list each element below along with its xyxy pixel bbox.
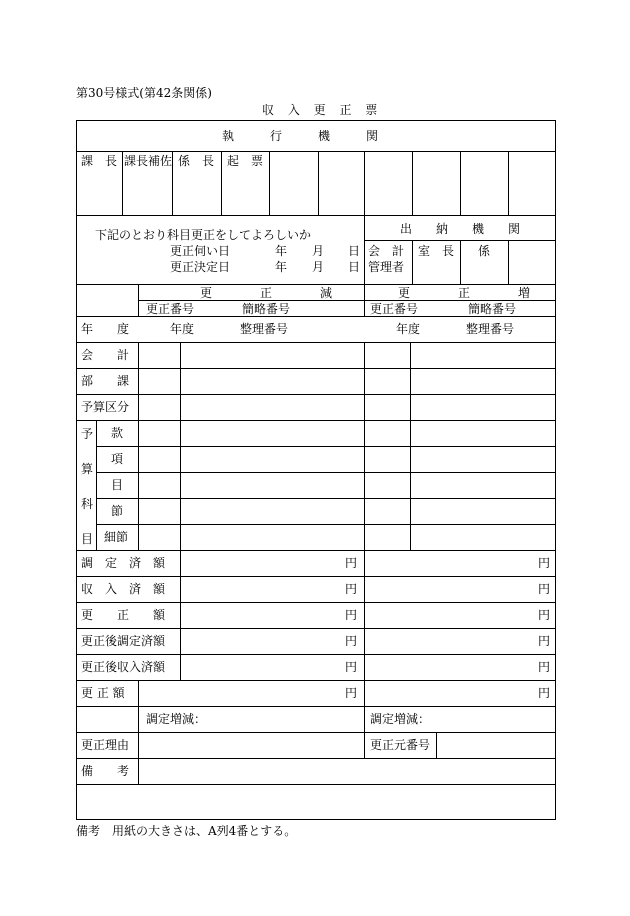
grid-line bbox=[76, 420, 556, 421]
approver-section-chief: 課 長 bbox=[81, 154, 118, 168]
row-moku: 目 bbox=[111, 478, 124, 492]
grid-line bbox=[269, 151, 270, 215]
row-year: 年 度 bbox=[81, 322, 130, 336]
row-accounting: 会 計 bbox=[81, 348, 130, 362]
grid-line bbox=[76, 706, 556, 707]
agency-label: 執 行 機 関 bbox=[222, 129, 379, 143]
grid-line bbox=[96, 498, 556, 499]
decrease-abbrev-no: 簡略番号 bbox=[242, 302, 291, 316]
decision-date-label: 更正決定日 bbox=[170, 260, 231, 274]
grid-line bbox=[96, 446, 556, 447]
row-reason: 更正理由 bbox=[81, 738, 130, 752]
row-budget-category: 予算区分 bbox=[81, 400, 130, 414]
yen-unit: 円 bbox=[538, 686, 551, 700]
decision-month: 月 bbox=[312, 260, 325, 274]
grid-line bbox=[508, 151, 509, 215]
grid-line bbox=[412, 240, 413, 284]
row-assessed: 調 定 済 額 bbox=[81, 556, 166, 570]
decrease-assessment-change: 調定増減： bbox=[146, 712, 207, 726]
increase-header: 更 正 増 bbox=[398, 286, 531, 300]
grid-line bbox=[76, 368, 556, 369]
grid-line bbox=[76, 151, 556, 152]
budget-subject-char-2: 算 bbox=[81, 462, 94, 476]
row-correction: 更 正 額 bbox=[81, 608, 166, 622]
grid-line bbox=[180, 550, 181, 680]
grid-line bbox=[76, 784, 556, 785]
row-correction-total: 更 正 額 bbox=[81, 686, 125, 700]
approver-deputy-chief: 課長補佐 bbox=[124, 154, 173, 168]
footer-note: 備考 用紙の大きさは、A列4番とする。 bbox=[76, 824, 297, 838]
budget-subject-char-4: 目 bbox=[81, 532, 94, 546]
increase-assessment-change: 調定増減： bbox=[370, 712, 431, 726]
row-department: 部 課 bbox=[81, 374, 130, 388]
grid-line bbox=[460, 151, 461, 215]
inquiry-day: 日 bbox=[348, 244, 361, 258]
row-post-received: 更正後収入済額 bbox=[81, 660, 166, 674]
grid-line bbox=[460, 240, 461, 284]
cashier-label: 出 納 機 関 bbox=[400, 222, 521, 236]
grid-line bbox=[76, 284, 556, 285]
form-title: 収 入 更 正 票 bbox=[262, 103, 383, 117]
increase-abbrev-no: 簡略番号 bbox=[468, 302, 517, 316]
approver-subsection-chief: 係 長 bbox=[178, 154, 215, 168]
grid-line bbox=[76, 576, 556, 577]
yen-unit: 円 bbox=[345, 582, 358, 596]
decrease-header: 更 正 減 bbox=[200, 286, 333, 300]
grid-line bbox=[76, 628, 556, 629]
grid-line bbox=[76, 316, 556, 317]
increase-correction-no: 更正番号 bbox=[370, 302, 419, 316]
row-kan: 款 bbox=[111, 426, 124, 440]
row-received: 収 入 済 額 bbox=[81, 582, 166, 596]
decrease-admin-no: 整理番号 bbox=[240, 322, 289, 336]
grid-line bbox=[76, 758, 556, 759]
grid-line bbox=[76, 680, 556, 681]
grid-line bbox=[76, 654, 556, 655]
yen-unit: 円 bbox=[538, 582, 551, 596]
grid-line bbox=[364, 151, 365, 316]
inquiry-year: 年 bbox=[275, 244, 288, 258]
approver-drafter: 起 票 bbox=[227, 154, 264, 168]
row-kou: 項 bbox=[111, 452, 124, 466]
grid-line bbox=[221, 151, 222, 215]
row-post-assessed: 更正後調定済額 bbox=[81, 634, 166, 648]
cashier-clerk: 係 bbox=[478, 244, 491, 258]
grid-line bbox=[138, 680, 139, 784]
yen-unit: 円 bbox=[345, 608, 358, 622]
yen-unit: 円 bbox=[345, 686, 358, 700]
cashier-chief: 室 長 bbox=[418, 244, 455, 258]
inquiry-date-label: 更正伺い日 bbox=[170, 244, 231, 258]
grid-line bbox=[76, 394, 556, 395]
grid-line bbox=[76, 215, 556, 216]
row-remarks: 備 考 bbox=[81, 764, 130, 778]
grid-line bbox=[180, 342, 181, 550]
grid-line bbox=[76, 550, 556, 551]
grid-line bbox=[76, 732, 556, 733]
decision-year: 年 bbox=[275, 260, 288, 274]
grid-line bbox=[508, 240, 509, 284]
grid-line bbox=[138, 300, 556, 301]
inquiry-month: 月 bbox=[312, 244, 325, 258]
yen-unit: 円 bbox=[345, 556, 358, 570]
grid-line bbox=[410, 342, 411, 550]
increase-fiscal-year: 年度 bbox=[396, 322, 421, 336]
grid-line bbox=[364, 342, 365, 550]
grid-line bbox=[138, 342, 139, 550]
yen-unit: 円 bbox=[538, 634, 551, 648]
yen-unit: 円 bbox=[538, 608, 551, 622]
yen-unit: 円 bbox=[345, 634, 358, 648]
cashier-accountant: 会 計 bbox=[368, 244, 405, 258]
grid-line bbox=[364, 550, 365, 758]
grid-line bbox=[96, 524, 556, 525]
decrease-fiscal-year: 年度 bbox=[170, 322, 195, 336]
grid-line bbox=[138, 284, 139, 316]
row-original-no: 更正元番号 bbox=[370, 738, 431, 752]
yen-unit: 円 bbox=[538, 660, 551, 674]
form-number: 第30号様式(第42条関係) bbox=[76, 86, 212, 100]
cashier-accountant-2: 管理者 bbox=[368, 260, 405, 274]
request-text: 下記のとおり科目更正をしてよろしいか bbox=[95, 228, 312, 242]
grid-line bbox=[76, 342, 556, 343]
yen-unit: 円 bbox=[345, 660, 358, 674]
row-saisetsu: 細節 bbox=[104, 530, 129, 544]
yen-unit: 円 bbox=[538, 556, 551, 570]
grid-line bbox=[76, 602, 556, 603]
decision-day: 日 bbox=[348, 260, 361, 274]
grid-line bbox=[436, 732, 437, 758]
row-setsu: 節 bbox=[111, 504, 124, 518]
budget-subject-char-3: 科 bbox=[81, 497, 94, 511]
grid-line bbox=[96, 420, 97, 550]
grid-line bbox=[172, 151, 173, 215]
grid-line bbox=[122, 151, 123, 215]
grid-line bbox=[96, 472, 556, 473]
grid-line bbox=[318, 151, 319, 215]
budget-subject-char-1: 予 bbox=[81, 427, 94, 441]
decrease-correction-no: 更正番号 bbox=[146, 302, 195, 316]
increase-admin-no: 整理番号 bbox=[466, 322, 515, 336]
grid-line bbox=[412, 151, 413, 215]
